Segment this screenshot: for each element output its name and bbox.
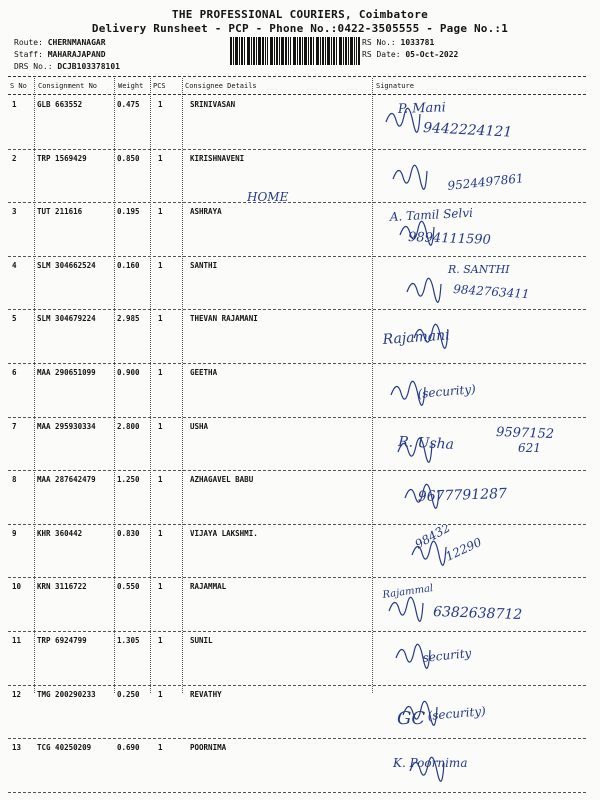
cell-weight: 0.160 <box>117 260 140 270</box>
handwritten-text: 9524497861 <box>446 170 525 193</box>
route-field <box>14 38 106 47</box>
signature-cell <box>378 364 583 417</box>
cell-consignee: SANTHI <box>190 260 218 270</box>
runsheet-title: THE PROFESSIONAL COURIERS, Coimbatore <box>171 8 429 21</box>
col-header-consignment: Consignment No <box>38 82 98 90</box>
rs-no-field <box>362 38 434 47</box>
cell-pcs: 1 <box>158 207 163 217</box>
cell-weight: 0.195 <box>117 207 140 217</box>
rs-no-value: 1033781 <box>400 38 435 47</box>
rs-no-label: RS No.: <box>362 38 396 47</box>
header-bottom-rule <box>8 94 586 95</box>
table-row <box>0 257 600 311</box>
drs-value: DCJB103378101 <box>57 62 120 71</box>
handwritten-signature <box>378 150 583 203</box>
cell-consignment: TCG 40250209 <box>37 743 92 753</box>
cell-consignee: ASHRAYA <box>190 207 222 217</box>
handwritten-text: R. Usha <box>397 433 455 453</box>
cell-consignment: KHR 360442 <box>37 528 83 538</box>
cell-pcs: 1 <box>158 582 163 592</box>
signature-cell <box>378 418 583 471</box>
cell-consignment: SLM 304679224 <box>37 314 96 324</box>
signature-cell <box>378 739 583 792</box>
cell-weight: 0.550 <box>117 582 140 592</box>
staff-value: MAHARAJAPAND <box>47 50 106 59</box>
signature-cell <box>378 96 583 149</box>
signature-cell <box>378 632 583 685</box>
handwritten-text: Rajamani <box>382 327 451 349</box>
table-row <box>0 525 600 579</box>
drs-field <box>14 62 120 71</box>
handwritten-initials-text: GC <box>397 708 426 729</box>
cell-consignee: KIRISHNAVENI <box>190 153 245 163</box>
barcode-image <box>230 37 360 65</box>
cell-sno: 2 <box>12 153 17 163</box>
handwritten-text: security <box>421 645 472 665</box>
handwritten-text: R. SANTHI <box>448 262 510 276</box>
rs-date-field <box>362 50 458 59</box>
handwritten-signature <box>378 578 583 631</box>
cell-sno: 3 <box>12 207 17 217</box>
cell-consignment: TRP 1569429 <box>37 153 87 163</box>
handwritten-initials <box>395 700 435 734</box>
table-row <box>0 310 600 364</box>
cell-sno: 12 <box>12 689 22 699</box>
cell-weight: 1.250 <box>117 475 140 485</box>
col-header-consignee: Consignee Details <box>185 82 257 90</box>
cell-consignment: KRN 3116722 <box>37 582 87 592</box>
col-header-sno: S No <box>10 82 27 90</box>
cell-consignee: RAJAMMAL <box>190 582 227 592</box>
handwritten-signature <box>378 364 583 417</box>
handwritten-signature <box>378 203 583 256</box>
handwritten-text: 98432 <box>412 524 453 552</box>
handwritten-text: K. Poornima <box>393 756 468 771</box>
cell-sno: 7 <box>12 421 17 431</box>
cell-weight: 0.850 <box>117 153 140 163</box>
drs-label: DRS No.: <box>14 62 53 71</box>
table-row <box>0 686 600 740</box>
signature-cell <box>378 150 583 203</box>
handwritten-signature <box>378 96 583 149</box>
handwritten-note <box>245 186 315 206</box>
cell-sno: 5 <box>12 314 17 324</box>
cell-weight: 0.690 <box>117 743 140 753</box>
cell-weight: 2.985 <box>117 314 140 324</box>
handwritten-text: (security) <box>427 703 487 723</box>
handwritten-signature <box>378 257 583 310</box>
cell-consignment: MAA 287642479 <box>37 475 96 485</box>
cell-pcs: 1 <box>158 528 163 538</box>
cell-consignee: AZHAGAVEL BABU <box>190 475 254 485</box>
cell-consignment: MAA 295930334 <box>37 421 96 431</box>
cell-consignee: USHA <box>190 421 209 431</box>
table-row <box>0 364 600 418</box>
table-row <box>0 418 600 472</box>
cell-pcs: 1 <box>158 100 163 109</box>
cell-weight: 2.800 <box>117 421 140 431</box>
handwritten-text: (security) <box>417 381 477 401</box>
signature-cell <box>378 203 583 256</box>
signature-cell <box>378 578 583 631</box>
table-row <box>0 578 600 632</box>
cell-consignee: GEETHA <box>190 368 218 377</box>
cell-pcs: 1 <box>158 314 163 324</box>
cell-pcs: 1 <box>158 475 163 485</box>
rs-date-value: 05-Oct-2022 <box>405 50 459 59</box>
signature-cell <box>378 471 583 524</box>
cell-pcs: 1 <box>158 421 163 431</box>
signature-cell <box>378 525 583 578</box>
cell-sno: 11 <box>12 636 22 645</box>
cell-weight: 1.305 <box>117 636 140 645</box>
signature-cell <box>378 310 583 363</box>
rs-date-label: RS Date: <box>362 50 401 59</box>
cell-sno: 8 <box>12 475 17 485</box>
staff-field <box>14 50 106 59</box>
table-row <box>0 96 600 150</box>
handwritten-text: 6382638712 <box>432 604 523 624</box>
col-header-pcs: PCS <box>153 82 166 90</box>
row-divider <box>8 792 586 793</box>
cell-consignment: GLB 663552 <box>37 100 83 109</box>
cell-sno: 4 <box>12 260 17 270</box>
handwritten-signature <box>378 418 583 471</box>
cell-consignment: TUT 211616 <box>37 207 83 217</box>
table-row <box>0 632 600 686</box>
cell-sno: 10 <box>12 582 22 592</box>
cell-consignment: SLM 304662524 <box>37 260 96 270</box>
table-row <box>0 203 600 257</box>
signature-scribble <box>393 165 427 189</box>
col-header-signature: Signature <box>376 82 414 90</box>
cell-consignee: POORNIMA <box>190 743 227 753</box>
cell-sno: 13 <box>12 743 22 753</box>
cell-sno: 6 <box>12 368 17 377</box>
handwritten-signature <box>378 525 583 578</box>
cell-consignment: TMG 200290233 <box>37 689 96 699</box>
cell-consignee: VIJAYA LAKSHMI. <box>190 528 258 538</box>
handwritten-text: 9442224121 <box>422 120 513 141</box>
handwritten-text: 9597152 <box>495 424 555 442</box>
signature-scribble <box>389 598 423 622</box>
cell-pcs: 1 <box>158 689 163 699</box>
cell-sno: 1 <box>12 100 17 109</box>
route-label: Route: <box>14 38 43 47</box>
handwritten-text: A. Tamil Selvi <box>389 205 474 225</box>
handwritten-text: P. Mani <box>397 100 447 117</box>
cell-consignee: REVATHY <box>190 689 222 699</box>
handwritten-signature <box>378 632 583 685</box>
cell-weight: 0.830 <box>117 528 140 538</box>
handwritten-signature <box>378 310 583 363</box>
route-value: CHERNMANAGAR <box>47 38 106 47</box>
col-header-weight: Weight <box>118 82 144 90</box>
cell-pcs: 1 <box>158 153 163 163</box>
handwritten-note-text: HOME <box>247 190 289 204</box>
handwritten-text: 9894111590 <box>407 230 492 249</box>
signature-scribble <box>407 278 441 302</box>
cell-weight: 0.475 <box>117 100 140 109</box>
handwritten-text: 621 <box>518 440 541 455</box>
cell-consignee: THEVAN RAJAMANI <box>190 314 258 324</box>
table-row <box>0 739 600 793</box>
cell-weight: 0.900 <box>117 368 140 377</box>
cell-consignment: TRP 6924799 <box>37 636 87 645</box>
cell-sno: 9 <box>12 528 17 538</box>
handwritten-text: Rajammal <box>381 583 434 602</box>
signature-cell <box>378 257 583 310</box>
cell-consignee: SUNIL <box>190 636 213 645</box>
cell-consignment: MAA 290651099 <box>37 368 96 377</box>
table-row <box>0 471 600 525</box>
handwritten-text: 9677791287 <box>417 486 508 506</box>
cell-pcs: 1 <box>158 743 163 753</box>
cell-consignee: SRINIVASAN <box>190 100 236 109</box>
cell-pcs: 1 <box>158 260 163 270</box>
handwritten-signature <box>378 739 583 792</box>
cell-pcs: 1 <box>158 368 163 377</box>
cell-weight: 0.250 <box>117 689 140 699</box>
runsheet-subtitle: Delivery Runsheet - PCP - Phone No.:0422-3505555 - Page No.:1 <box>91 22 509 35</box>
handwritten-text: 12290 <box>443 534 484 564</box>
handwritten-text: 9842763411 <box>452 281 530 302</box>
handwritten-signature <box>378 471 583 524</box>
staff-label: Staff: <box>14 50 43 59</box>
header-top-rule <box>8 76 586 77</box>
cell-pcs: 1 <box>158 636 163 645</box>
